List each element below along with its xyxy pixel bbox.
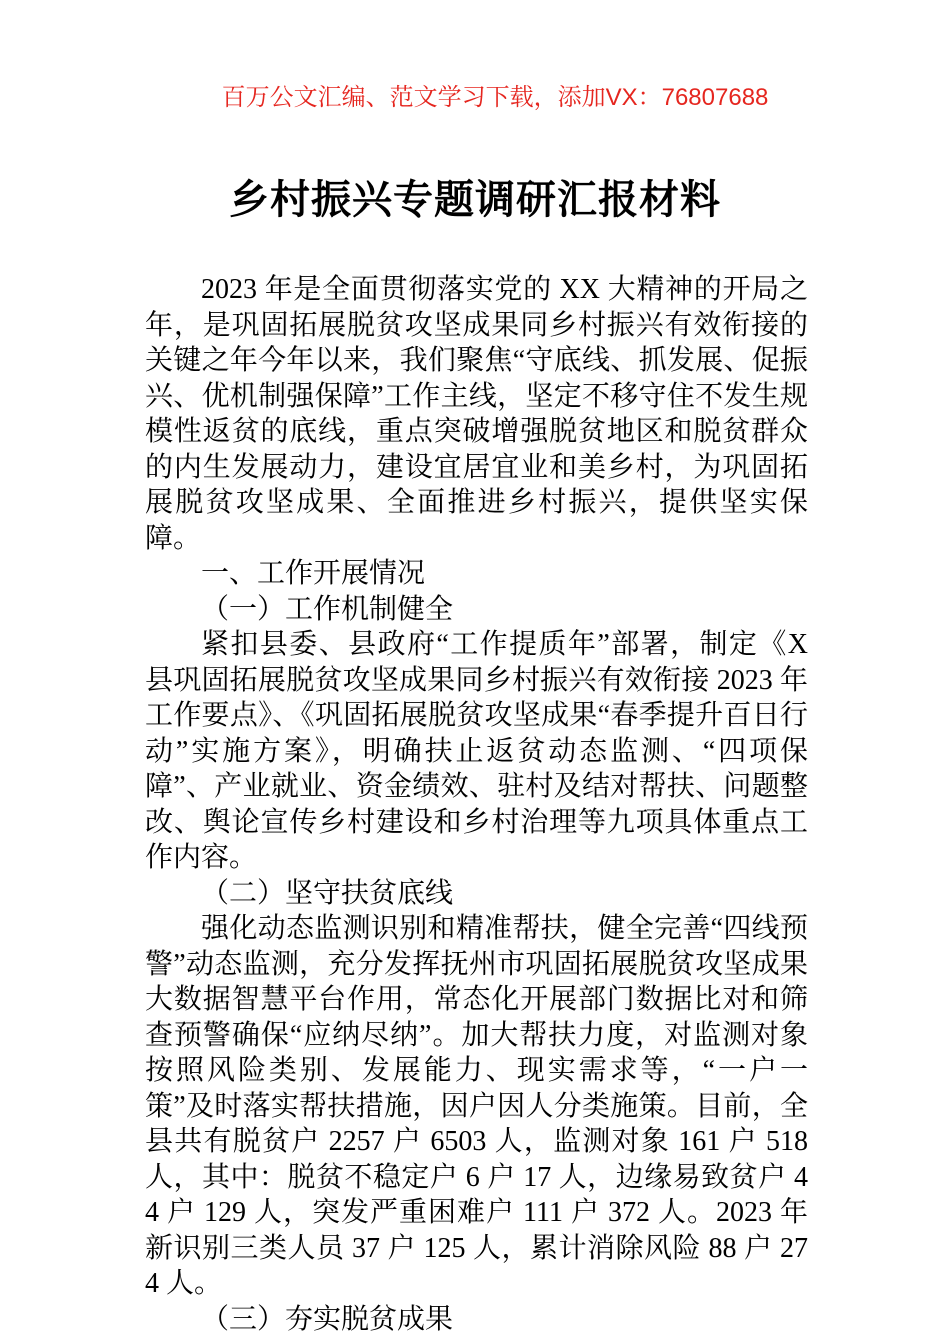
heading-sub-1-2: （二）坚守扶贫底线 (201, 877, 454, 909)
paragraph-poverty-monitoring: 强化动态监测识别和精准帮扶，健全完善“四线预警”动态监测，充分发挥抚州市巩固拓展脱贫攻坚成果大数据智慧平台作用，常态化开展部门数据比对和筛查预警确保“应纳尽纳”。加大帮扶力度，对监测对象按照风险类别、发展能力、现实需求等，“一户一策”及时落实帮扶措施，因户因人分类施策。目前，全县共有脱贫户 2257 户 6503 人，监测对象 161 户 518 人，其中：脱贫不稳定户 6 户 17 人，边缘易致贫户 44 户 129 人，突发严重困难户 111 户 372 人。2023 年新识别三类人员 37 户 125 人，累计消除风险 88 户 274 人。 (145, 913, 808, 1299)
heading-sub-1-3: （三）夯实脱贫成果 (201, 1303, 454, 1335)
paragraph-intro: 2023 年是全面贯彻落实党的 XX 大精神的开局之年，是巩固拓展脱贫攻坚成果同乡村振兴有效衔接的关键之年今年以来，我们聚焦“守底线、抓发展、促振兴、优机制强保障”工作主线，坚定不移守住不发生规模性返贫的底线，重点突破增强脱贫地区和脱贫群众的内生发展动力，建设宜居宜业和美乡村，为巩固拓展脱贫攻坚成果、全面推进乡村振兴，提供坚实保障。 (145, 274, 808, 554)
promo-banner: 百万公文汇编、范文学习下载，添加VX：76807688 (221, 84, 769, 111)
heading-sub-1-1: （一）工作机制健全 (201, 593, 454, 625)
heading-section-1: 一、工作开展情况 (201, 558, 426, 589)
paragraph-work-mechanism: 紧扣县委、县政府“工作提质年”部署，制定《X 县巩固拓展脱贫攻坚成果同乡村振兴有效衔接 2023 年工作要点》、《巩固拓展脱贫攻坚成果“春季提升百日行动”实施方案》，明确扶止返贫动态监测、“四项保障”、产业就业、资金绩效、驻村及结对帮扶、问题整改、舆论宣传乡村建设和乡村治理等九项具体重点工作内容。 (145, 629, 808, 873)
document-body (145, 272, 808, 1337)
document-title: 乡村振兴专题调研汇报材料 (229, 177, 721, 222)
